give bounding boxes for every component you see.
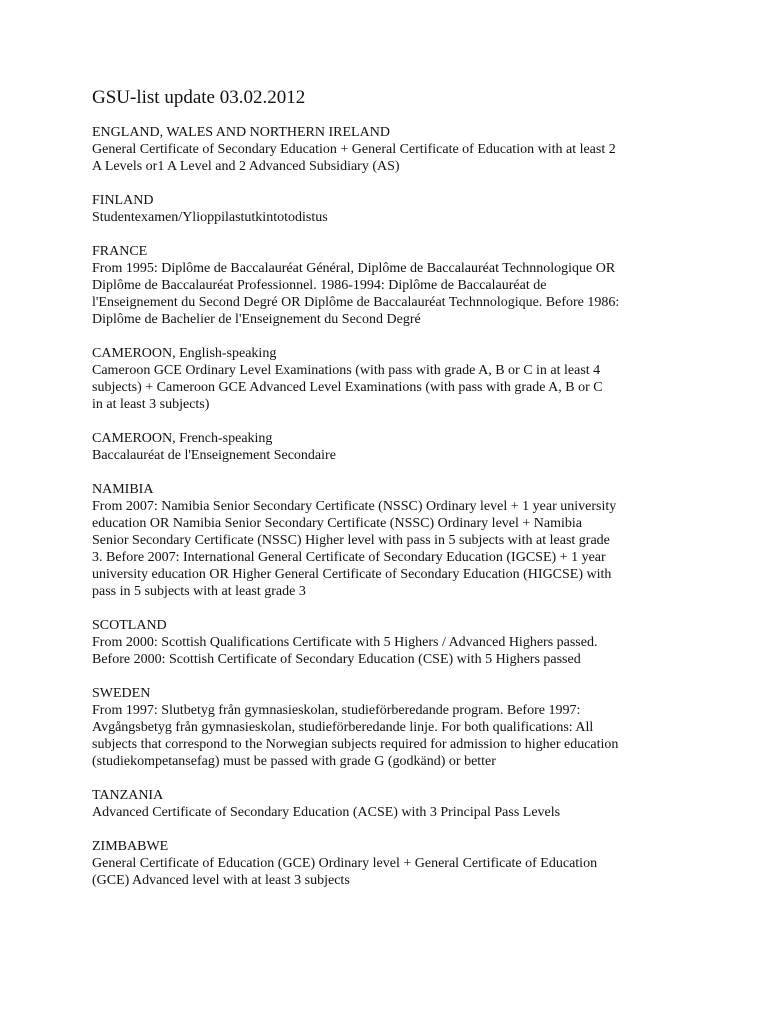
- requirement-text-line: (GCE) Advanced level with at least 3 subjects: [92, 873, 350, 888]
- country-section: [92, 345, 692, 413]
- requirement-text-line: From 1997: Slutbetyg från gymnasieskolan, studieförberedande program. Before 1997:: [92, 703, 581, 718]
- country-heading: SCOTLAND: [92, 618, 167, 633]
- requirement-text-line: Baccalauréat de l'Enseignement Secondaire: [92, 448, 336, 463]
- requirement-text-line: Advanced Certificate of Secondary Education (ACSE) with 3 Principal Pass Levels: [92, 805, 561, 820]
- requirement-text-line: subjects that correspond to the Norwegian subjects required for admission to higher education: [92, 737, 619, 752]
- requirement-text-line: in at least 3 subjects): [92, 397, 210, 412]
- requirement-text-line: subjects) + Cameroon GCE Advanced Level Examinations (with pass with grade A, B or C: [92, 380, 603, 395]
- country-section: [92, 617, 692, 668]
- country-section: [92, 430, 692, 464]
- requirement-text-line: Senior Secondary Certificate (NSSC) Higher level with pass in 5 subjects with at least grade: [92, 533, 610, 548]
- country-heading: ENGLAND, WALES AND NORTHERN IRELAND: [92, 125, 390, 140]
- country-heading: FRANCE: [92, 244, 148, 259]
- requirement-text-line: Diplôme de Bachelier de l'Enseignement du Second Degré: [92, 312, 421, 327]
- requirement-text-line: Avgångsbetyg från gymnasieskolan, studieförberedande linje. For both qualifications: All: [92, 720, 594, 735]
- country-section: [92, 481, 692, 600]
- country-section: [92, 192, 692, 226]
- country-heading: TANZANIA: [92, 788, 164, 803]
- requirement-text-line: Cameroon GCE Ordinary Level Examinations (with pass with grade A, B or C in at least 4: [92, 363, 601, 378]
- requirement-text-line: university education OR Higher General Certificate of Secondary Education (HIGCSE) with: [92, 567, 612, 582]
- country-section: [92, 685, 692, 770]
- document-title: GSU-list update 03.02.2012: [92, 87, 306, 108]
- requirement-text-line: Studentexamen/Ylioppilastutkintotodistus: [92, 210, 328, 225]
- requirement-text-line: (studiekompetansefag) must be passed with grade G (godkänd) or better: [92, 754, 496, 769]
- requirement-text-line: pass in 5 subjects with at least grade 3: [92, 584, 306, 599]
- country-heading: CAMEROON, French-speaking: [92, 431, 273, 446]
- requirement-text-line: From 2000: Scottish Qualifications Certificate with 5 Highers / Advanced Highers passed.: [92, 635, 598, 650]
- country-heading: NAMIBIA: [92, 482, 154, 497]
- requirement-text-line: A Levels or1 A Level and 2 Advanced Subsidiary (AS): [92, 159, 400, 174]
- requirement-text-line: l'Enseignement du Second Degré OR Diplôme de Baccalauréat Technnologique. Before 1986:: [92, 295, 620, 310]
- country-heading: FINLAND: [92, 193, 154, 208]
- country-section: [92, 787, 692, 821]
- requirement-text-line: Diplôme de Baccalauréat Professionnel. 1986-1994: Diplôme de Baccalauréat de: [92, 278, 547, 293]
- country-heading: SWEDEN: [92, 686, 151, 701]
- requirement-text-line: Before 2000: Scottish Certificate of Secondary Education (CSE) with 5 Highers passed: [92, 652, 581, 667]
- requirement-text-line: General Certificate of Secondary Education + General Certificate of Education with at least 2: [92, 142, 616, 157]
- country-heading: CAMEROON, English-speaking: [92, 346, 277, 361]
- country-heading: ZIMBABWE: [92, 839, 169, 854]
- requirement-text-line: From 2007: Namibia Senior Secondary Certificate (NSSC) Ordinary level + 1 year university: [92, 499, 617, 514]
- sections-container: [92, 124, 692, 889]
- country-section: [92, 838, 692, 889]
- requirement-text-line: 3. Before 2007: International General Certificate of Secondary Education (IGCSE) + 1 year: [92, 550, 606, 565]
- country-section: [92, 243, 692, 328]
- requirement-text-line: General Certificate of Education (GCE) Ordinary level + General Certificate of Education: [92, 856, 598, 871]
- requirement-text-line: From 1995: Diplôme de Baccalauréat Général, Diplôme de Baccalauréat Technnologique OR: [92, 261, 616, 276]
- country-section: [92, 124, 692, 175]
- document-page: [92, 86, 692, 906]
- requirement-text-line: education OR Namibia Senior Secondary Certificate (NSSC) Ordinary level + Namibia: [92, 516, 582, 531]
